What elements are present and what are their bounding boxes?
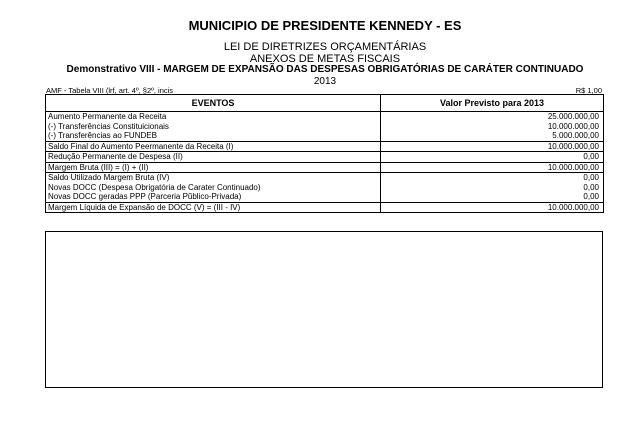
table-row [46,122,604,132]
table-row [46,162,604,173]
table-reference: AMF - Tabela VIII (lrf, art. 4º, §2º, incis [46,86,174,95]
column-header-eventos: EVENTOS [46,95,381,112]
table-row [46,112,604,122]
row-label: Novas DOCC geradas PPP (Parceria Pũblico-Privada) [46,192,381,202]
row-value: 5.000.000,00 [381,131,604,141]
row-label: (-) Transferências ao FUNDEB [46,131,381,141]
row-value: 10.000.000,00 [381,202,604,213]
row-label: Redução Permanente de Despesa (II) [46,152,381,163]
table-row [46,183,604,193]
row-label: (-) Transferências Constituicionais [46,122,381,132]
row-label: Aumento Permanente da Receita [46,112,381,122]
year-label: 2013 [313,76,337,87]
row-value: 10.000.000,00 [381,162,604,173]
row-label: Novas DOCC (Despesa Obrigatória de Carater Continuado) [46,183,381,193]
row-value: 0,00 [381,192,604,202]
municipality-title: MUNICIPIO DE PRESIDENTE KENNEDY - ES [188,18,462,33]
row-value: 10.000.000,00 [381,122,604,132]
row-value: 10.000.000,00 [381,141,604,152]
table-row [46,173,604,183]
row-label: Saldo Final do Aumento Peermanente da Receita (I) [46,141,381,152]
statement-title: Demonstrativo VIII - MARGEM DE EXPANSÃO DAS DESPESAS OBRIGATÓRIAS DE CARÁTER CONTINUADO [66,64,584,75]
annex-title: ANEXOS DE METAS FISCAIS [249,53,401,65]
row-label: Margem Bruta (III) = (I) + (II) [46,162,381,173]
row-label: Saldo Utilizado Margem Bruta (IV) [46,173,381,183]
row-value: 0,00 [381,173,604,183]
notes-box [45,231,603,388]
law-title: LEI DE DIRETRIZES ORÇAMENTÁRIAS [223,41,427,53]
table-row [46,202,604,213]
table-row [46,152,604,163]
table-row [46,141,604,152]
table-header-row [46,95,604,112]
row-value: 0,00 [381,152,604,163]
row-value: 25.000.000,00 [381,112,604,122]
currency-unit: R$ 1,00 [575,86,602,95]
row-value: 0,00 [381,183,604,193]
expansion-margin-table [45,94,604,213]
row-label: Margem Líquida de Expansão de DOCC (V) = (III - IV) [46,202,381,213]
table-row [46,192,604,202]
column-header-valor: Valor Previsto para 2013 [381,95,604,112]
table-row [46,131,604,141]
